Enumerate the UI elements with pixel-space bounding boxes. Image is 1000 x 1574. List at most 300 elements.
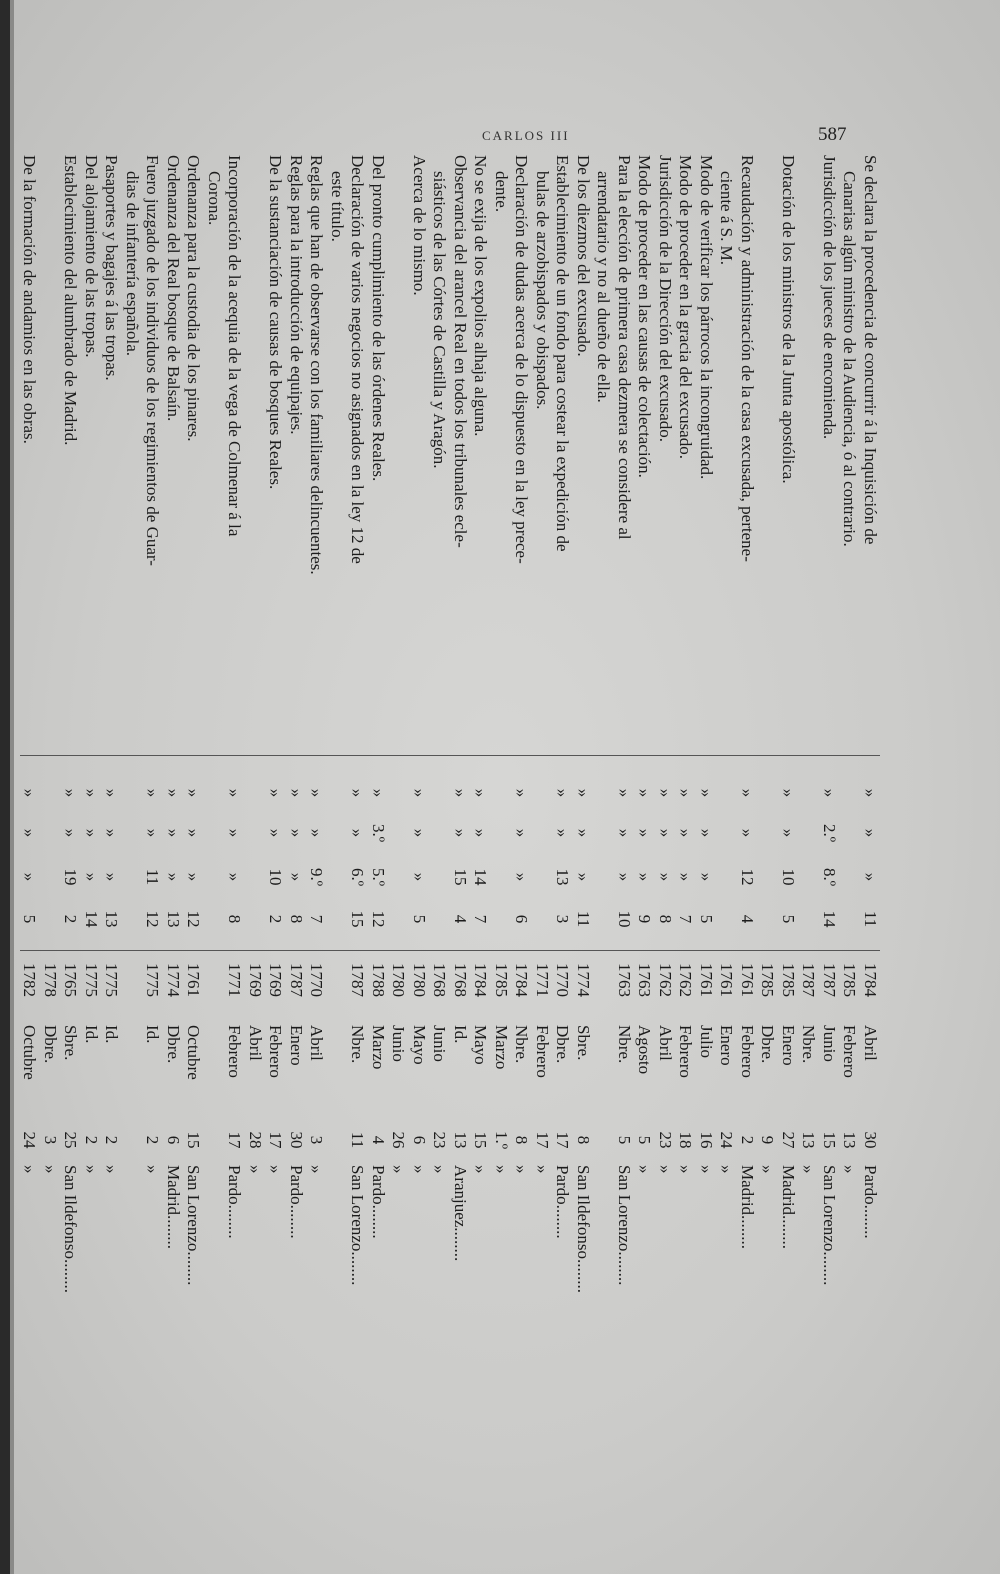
entry-month: Nbre. xyxy=(799,1025,819,1064)
table-row xyxy=(491,155,512,1555)
entry-month: Octubre xyxy=(20,1025,40,1080)
entry-year: 1761 xyxy=(717,963,737,997)
entry-day: 30 xyxy=(287,1131,306,1149)
entry-num-1: » xyxy=(615,788,634,798)
entry-law-number: 4 xyxy=(451,914,470,924)
entry-num-3: » xyxy=(697,872,716,882)
entry-month: Mayo xyxy=(410,1025,429,1065)
entry-description: Jurisdicción de la Dirección del excusado. xyxy=(656,155,675,443)
entry-year: 1769 xyxy=(246,963,265,997)
entry-description: Ordenanza del Real bosque de Balsaín. xyxy=(164,155,183,422)
entry-law-number: 13 xyxy=(164,910,183,928)
entry-day: 16 xyxy=(697,1131,716,1149)
entry-year: 1763 xyxy=(635,963,655,997)
table-row xyxy=(819,155,840,1555)
entry-num-2: » xyxy=(471,828,491,838)
entry-day: 1.º xyxy=(492,1130,511,1150)
entry-place: » xyxy=(246,1165,265,1174)
legislation-table xyxy=(20,155,880,1555)
entry-year: 1784 xyxy=(471,963,491,997)
entry-num-1: » xyxy=(471,788,491,798)
entry-num-3: » xyxy=(164,872,183,882)
entry-day: 13 xyxy=(451,1131,470,1149)
entry-year: 1769 xyxy=(266,963,286,997)
entry-day: 24 xyxy=(20,1131,40,1149)
table-row xyxy=(347,155,368,1555)
entry-year: 1775 xyxy=(82,963,101,997)
entry-law-number: 12 xyxy=(184,910,204,928)
entry-year: 1774 xyxy=(164,963,183,997)
entry-year: 1780 xyxy=(410,963,429,997)
entry-description: Para la elección de primera casa dezmera se considere al xyxy=(615,155,634,540)
entry-day: 2 xyxy=(143,1135,163,1145)
entry-law-number: 5 xyxy=(410,914,429,924)
entry-num-2: » xyxy=(225,828,245,838)
entry-description: Observancia del arancel Real en todos los tribunales ecle- xyxy=(451,155,470,548)
entry-num-2: » xyxy=(164,828,183,838)
entry-description: Dotación de los ministros de la Junta apostólica. xyxy=(779,155,798,484)
entry-description: Modo de verificar los párrocos la incongruidad. xyxy=(697,155,716,480)
entry-place: Pardo........ xyxy=(553,1165,573,1239)
entry-num-2: » xyxy=(143,828,163,838)
entry-num-1: » xyxy=(266,788,286,798)
entry-law-number: 12 xyxy=(369,910,388,928)
entry-num-1: » xyxy=(779,788,798,798)
entry-law-number: 8 xyxy=(225,914,245,924)
table-row xyxy=(675,155,696,1555)
entry-place: » xyxy=(656,1165,675,1174)
entry-description: Declaración de varios negocios no asignados en la ley 12 de xyxy=(348,155,368,564)
entry-description: Recaudación y administración de la casa excusada, pertene- xyxy=(738,155,757,562)
entry-place: » xyxy=(533,1165,552,1174)
entry-num-2: » xyxy=(184,828,204,838)
table-row xyxy=(286,155,307,1555)
table-row xyxy=(860,155,881,1555)
table-row xyxy=(757,155,778,1555)
entry-num-2: » xyxy=(20,828,40,838)
entry-num-1: » xyxy=(676,788,696,798)
entry-place: Madrid........ xyxy=(779,1165,798,1250)
entry-description: Canarias algún ministro de la Audiencia, ó al contrario. xyxy=(840,171,860,547)
entry-month: Enero xyxy=(779,1025,798,1066)
entry-month: Julio xyxy=(697,1025,716,1059)
table-row xyxy=(224,155,245,1555)
entry-description: Pasaportes y bagajes á las tropas. xyxy=(102,155,122,381)
entry-num-3: » xyxy=(512,872,532,882)
entry-month: Agosto xyxy=(635,1025,655,1075)
entry-law-number: 11 xyxy=(861,910,880,928)
entry-year: 1765 xyxy=(61,963,81,997)
entry-day: 25 xyxy=(61,1131,81,1149)
entry-num-2: » xyxy=(266,828,286,838)
table-row xyxy=(60,155,81,1555)
entry-num-3: » xyxy=(410,872,429,882)
entry-description: Del alojamiento de las tropas. xyxy=(82,155,101,358)
entry-law-number: 8 xyxy=(287,914,306,924)
entry-place: » xyxy=(389,1165,409,1174)
entry-month: Junio xyxy=(389,1025,409,1062)
entry-law-number: 14 xyxy=(82,910,101,928)
entry-law-number: 4 xyxy=(738,914,757,924)
entry-place: » xyxy=(840,1165,860,1174)
entry-law-number: 5 xyxy=(779,914,798,924)
table-row xyxy=(532,155,553,1555)
entry-num-2: » xyxy=(512,828,532,838)
entry-month: Nbre. xyxy=(615,1025,634,1064)
entry-day: 5 xyxy=(635,1135,655,1145)
entry-num-1: » xyxy=(369,788,388,798)
entry-place: Pardo........ xyxy=(225,1165,245,1239)
entry-law-number: 2 xyxy=(266,914,286,924)
entry-place: San Lorenzo........ xyxy=(820,1165,839,1286)
entry-law-number: 9 xyxy=(635,914,655,924)
table-row xyxy=(40,155,61,1555)
entry-law-number: 2 xyxy=(61,914,81,924)
entry-description: Del pronto cumplimiento de las órdenes Reales. xyxy=(369,155,388,482)
entry-year: 1763 xyxy=(615,963,634,997)
entry-law-number: 7 xyxy=(471,914,491,924)
entry-num-3: 10 xyxy=(779,868,798,886)
entry-description: Establecimiento del alumbrado de Madrid. xyxy=(61,155,81,446)
entry-month: Abril xyxy=(307,1025,327,1061)
entry-month: Octubre xyxy=(184,1025,204,1080)
entry-place: Madrid........ xyxy=(164,1165,183,1250)
entry-day: 23 xyxy=(656,1131,675,1149)
entry-num-2: » xyxy=(697,828,716,838)
entry-month: Abril xyxy=(246,1025,265,1061)
table-row xyxy=(655,155,676,1555)
entry-num-3: 19 xyxy=(61,868,81,886)
entry-num-1: » xyxy=(574,788,593,798)
entry-description: De la sustanciación de causas de bosques Reales. xyxy=(266,155,286,490)
entry-num-2: » xyxy=(82,828,101,838)
entry-day: 17 xyxy=(266,1131,286,1149)
table-row xyxy=(245,155,266,1555)
entry-year: 1762 xyxy=(656,963,675,997)
entry-law-number: 13 xyxy=(102,910,122,928)
entry-month: Id. xyxy=(143,1025,163,1044)
entry-year: 1788 xyxy=(369,963,388,997)
entry-num-2: » xyxy=(348,828,368,838)
table-row xyxy=(81,155,102,1555)
entry-num-2: 3.º xyxy=(369,823,388,843)
entry-place: » xyxy=(635,1165,655,1174)
entry-year: 1787 xyxy=(348,963,368,997)
entry-year: 1775 xyxy=(102,963,122,997)
entry-day: 17 xyxy=(225,1131,245,1149)
entry-year: 1784 xyxy=(861,963,880,997)
entry-place: Madrid........ xyxy=(738,1165,757,1250)
table-row xyxy=(450,155,471,1555)
entry-num-2: » xyxy=(410,828,429,838)
entry-month: Id. xyxy=(451,1025,470,1044)
entry-num-3: 14 xyxy=(471,868,491,886)
entry-num-3: 12 xyxy=(738,868,757,886)
entry-num-3: » xyxy=(287,872,306,882)
entry-num-1: » xyxy=(287,788,306,798)
entry-month: Dbre. xyxy=(41,1025,60,1064)
entry-num-3: » xyxy=(656,872,675,882)
entry-num-1: » xyxy=(635,788,655,798)
entry-num-1: » xyxy=(82,788,101,798)
entry-month: Nbre. xyxy=(348,1025,368,1064)
entry-day: 15 xyxy=(184,1131,204,1149)
table-row xyxy=(839,155,860,1555)
entry-num-1: » xyxy=(738,788,757,798)
entry-month: Enero xyxy=(287,1025,306,1066)
entry-num-2: » xyxy=(307,828,327,838)
entry-description: Incorporación de la acequia de la vega de Colmenar á la xyxy=(225,155,245,537)
entry-num-2: » xyxy=(574,828,593,838)
entry-day: 5 xyxy=(615,1135,634,1145)
entry-place: » xyxy=(41,1165,60,1174)
entry-day: 2 xyxy=(102,1135,122,1145)
entry-day: 30 xyxy=(861,1131,880,1149)
entry-month: Id. xyxy=(102,1025,122,1044)
entry-num-2: » xyxy=(738,828,757,838)
entry-law-number: 10 xyxy=(615,910,634,928)
entry-num-1: » xyxy=(164,788,183,798)
entry-num-2: » xyxy=(656,828,675,838)
entry-month: Febrero xyxy=(533,1025,552,1078)
entry-year: 1784 xyxy=(512,963,532,997)
entry-year: 1787 xyxy=(799,963,819,997)
entry-place: » xyxy=(266,1165,286,1174)
table-row xyxy=(101,155,122,1555)
entry-year: 1768 xyxy=(430,963,450,997)
table-row xyxy=(429,155,450,1555)
entry-description: Modo de proceder en las causas de colectación. xyxy=(635,155,655,478)
entry-month: Enero xyxy=(717,1025,737,1066)
entry-law-number: 5 xyxy=(697,914,716,924)
entry-num-1: » xyxy=(307,788,327,798)
entry-year: 1775 xyxy=(143,963,163,997)
entry-description: bulas de arzobispados y obispados. xyxy=(533,171,552,410)
entry-year: 1768 xyxy=(451,963,470,997)
entry-year: 1771 xyxy=(533,963,552,997)
entry-place: » xyxy=(492,1165,511,1174)
entry-law-number: 7 xyxy=(307,914,327,924)
entry-num-1: » xyxy=(225,788,245,798)
entry-day: 23 xyxy=(430,1131,450,1149)
entry-law-number: 11 xyxy=(574,910,593,928)
entry-month: Sbre. xyxy=(574,1025,593,1061)
entry-day: 4 xyxy=(369,1135,388,1145)
entry-place: » xyxy=(82,1165,101,1174)
entry-year: 1785 xyxy=(840,963,860,997)
entry-year: 1787 xyxy=(287,963,306,997)
entry-num-2: » xyxy=(553,828,573,838)
entry-day: 27 xyxy=(779,1131,798,1149)
entry-year: 1771 xyxy=(225,963,245,997)
entry-month: Febrero xyxy=(676,1025,696,1078)
entry-num-2: » xyxy=(635,828,655,838)
entry-num-2: » xyxy=(615,828,634,838)
entry-num-3: 8.º xyxy=(820,867,839,887)
entry-place: » xyxy=(430,1165,450,1174)
entry-num-3: » xyxy=(574,872,593,882)
table-row xyxy=(327,155,348,1555)
table-row xyxy=(696,155,717,1555)
entry-description: Declaración de dudas acerca de lo dispuesto en la ley prece- xyxy=(512,155,532,564)
entry-num-3: » xyxy=(184,872,204,882)
entry-num-3: 15 xyxy=(451,868,470,886)
entry-place: » xyxy=(799,1165,819,1174)
table-row xyxy=(122,155,143,1555)
entry-num-2: » xyxy=(102,828,122,838)
table-row xyxy=(19,155,40,1555)
entry-place: San Lorenzo........ xyxy=(184,1165,204,1286)
entry-day: 24 xyxy=(717,1131,737,1149)
table-row xyxy=(388,155,409,1555)
entry-num-2: » xyxy=(779,828,798,838)
entry-place: Aranjuez........ xyxy=(451,1165,470,1262)
page-number: 587 xyxy=(818,124,847,145)
entry-num-1: » xyxy=(451,788,470,798)
entry-month: Febrero xyxy=(738,1025,757,1078)
entry-year: 1770 xyxy=(553,963,573,997)
entry-place: » xyxy=(697,1165,716,1174)
entry-law-number: 8 xyxy=(656,914,675,924)
entry-description: Jurisdicción de los jueces de encomienda. xyxy=(820,155,839,440)
entry-description: arrendatario y no al dueño de ella. xyxy=(594,171,614,403)
entry-law-number: 6 xyxy=(512,914,532,924)
entry-place: » xyxy=(102,1165,122,1174)
table-row xyxy=(614,155,635,1555)
table-row xyxy=(778,155,799,1555)
entry-day: 13 xyxy=(840,1131,860,1149)
entry-day: 3 xyxy=(307,1135,327,1145)
entry-month: Dbre. xyxy=(553,1025,573,1064)
running-head: CARLOS III xyxy=(482,128,570,143)
entry-day: 2 xyxy=(82,1135,101,1145)
entry-num-1: » xyxy=(102,788,122,798)
book-spine-edge xyxy=(10,0,14,1574)
entry-month: Id. xyxy=(82,1025,101,1044)
entry-description: dias de infantería española. xyxy=(123,171,142,357)
table-row xyxy=(552,155,573,1555)
entry-day: 28 xyxy=(246,1131,265,1149)
entry-day: 17 xyxy=(533,1131,552,1149)
entry-description: Establecimiento de un fondo para costear la expedición de xyxy=(553,155,573,552)
table-row xyxy=(716,155,737,1555)
entry-num-3: 5.º xyxy=(369,867,388,887)
entry-place: » xyxy=(717,1165,737,1174)
entry-day: 15 xyxy=(820,1131,839,1149)
entry-num-3: » xyxy=(635,872,655,882)
entry-num-3: 11 xyxy=(143,868,163,886)
entry-place: » xyxy=(20,1165,40,1174)
entry-place: San Lorenzo........ xyxy=(615,1165,634,1286)
entry-month: Febrero xyxy=(225,1025,245,1078)
entry-day: 11 xyxy=(348,1131,368,1149)
entry-day: 13 xyxy=(799,1131,819,1149)
entry-description: dente. xyxy=(492,171,511,213)
table-row xyxy=(593,155,614,1555)
table-row xyxy=(265,155,286,1555)
entry-year: 1762 xyxy=(676,963,696,997)
entry-place: San Ildefonso........ xyxy=(574,1165,593,1293)
entry-law-number: 5 xyxy=(20,914,40,924)
entry-day: 3 xyxy=(41,1135,60,1145)
entry-year: 1761 xyxy=(184,963,204,997)
table-row xyxy=(634,155,655,1555)
table-row xyxy=(306,155,327,1555)
entry-num-3: 6.º xyxy=(348,867,368,887)
entry-description: Reglas para la introducción de equipajes. xyxy=(287,155,306,435)
entry-day: 8 xyxy=(512,1135,532,1145)
entry-year: 1785 xyxy=(492,963,511,997)
table-row xyxy=(798,155,819,1555)
table-row xyxy=(183,155,204,1555)
book-spine xyxy=(0,0,10,1574)
entry-day: 9 xyxy=(758,1135,778,1145)
entry-num-1: » xyxy=(143,788,163,798)
entry-year: 1782 xyxy=(20,963,40,997)
entry-law-number: 14 xyxy=(820,910,839,928)
entry-description: Acerca de lo mismo. xyxy=(410,155,429,296)
entry-month: Junio xyxy=(820,1025,839,1062)
entry-place: San Lorenzo........ xyxy=(348,1165,368,1286)
entry-place: » xyxy=(512,1165,532,1174)
table-row xyxy=(163,155,184,1555)
entry-month: Abril xyxy=(656,1025,675,1061)
entry-description: Corona. xyxy=(205,171,224,226)
entry-description: Se declara la procedencia de concurrir á la Inquisición de xyxy=(861,155,880,545)
entry-place: Pardo........ xyxy=(369,1165,388,1239)
entry-place: Pardo........ xyxy=(287,1165,306,1239)
entry-month: Dbre. xyxy=(164,1025,183,1064)
entry-day: 2 xyxy=(738,1135,757,1145)
entry-day: 26 xyxy=(389,1131,409,1149)
entry-num-1: » xyxy=(656,788,675,798)
entry-year: 1785 xyxy=(779,963,798,997)
entry-place: » xyxy=(676,1165,696,1174)
entry-place: San Ildefonso........ xyxy=(61,1165,81,1293)
entry-month: Dbre. xyxy=(758,1025,778,1064)
table-row xyxy=(142,155,163,1555)
entry-num-1: » xyxy=(184,788,204,798)
entry-num-1: » xyxy=(410,788,429,798)
entry-description: De los diezmos del excusado. xyxy=(574,155,593,357)
entry-month: Marzo xyxy=(492,1025,511,1070)
entry-description: Modo de proceder en la gracia del excusado. xyxy=(676,155,696,459)
entry-place: » xyxy=(471,1165,491,1174)
table-row xyxy=(204,155,225,1555)
entry-num-3: » xyxy=(225,872,245,882)
entry-num-1: » xyxy=(697,788,716,798)
entry-year: 1761 xyxy=(738,963,757,997)
entry-description: Reglas que han de observarse con los familiares delincuentes. xyxy=(307,155,327,575)
entry-num-1: » xyxy=(553,788,573,798)
entry-num-1: » xyxy=(348,788,368,798)
entry-year: 1778 xyxy=(41,963,60,997)
entry-place: » xyxy=(758,1165,778,1174)
entry-day: 17 xyxy=(553,1131,573,1149)
entry-description: Fuero juzgado de los individuos de los regimientos de Guar- xyxy=(143,155,163,566)
table-row xyxy=(470,155,491,1555)
entry-num-1: » xyxy=(820,788,839,798)
entry-law-number: 3 xyxy=(553,914,573,924)
entry-place: » xyxy=(143,1165,163,1174)
entry-num-2: » xyxy=(676,828,696,838)
entry-day: 18 xyxy=(676,1131,696,1149)
entry-month: Mayo xyxy=(471,1025,491,1065)
entry-num-3: 10 xyxy=(266,868,286,886)
table-row xyxy=(409,155,430,1555)
entry-num-3: » xyxy=(615,872,634,882)
entry-month: Sbre. xyxy=(61,1025,81,1061)
